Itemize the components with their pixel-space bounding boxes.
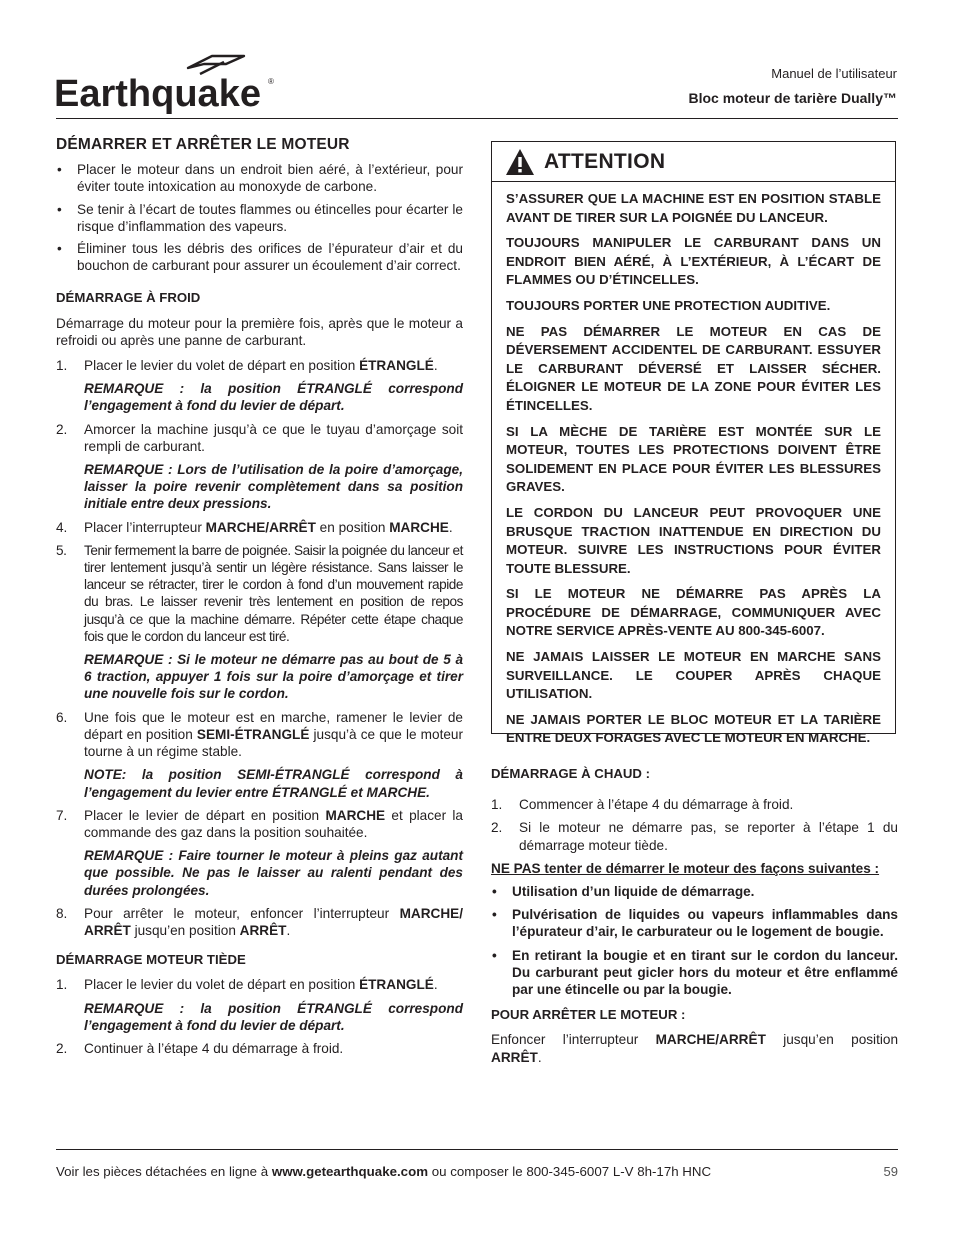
- hot-start-steps: [491, 796, 898, 854]
- note-5: REMARQUE : Si le moteur ne démarre pas au bout de 5 à 6 traction, appuyer 1 fois sur la poire d’amorçage et tirer une nouvelle fois sur le cordon.: [84, 652, 463, 702]
- list-item: • Utilisation d’un liquide de démarrage.: [491, 883, 898, 900]
- svg-text:®: ®: [268, 77, 274, 86]
- warning-item: LE CORDON DU LANCEUR PEUT PROVOQUER UNE BRUSQUE TRACTION INATTENDUE EN DIRECTION DU MOTEUR. SUIVRE LES INSTRUCTIONS POUR ÉVITER TOUTE BLESSURE.: [506, 504, 881, 576]
- footer-divider: [56, 1149, 898, 1150]
- section-title: DÉMARRER ET ARRÊTER LE MOTEUR: [56, 136, 350, 153]
- step-7: 7. Placer le levier de départ en position MARCHE et placer la commande des gaz dans la position souhaitée.: [56, 807, 463, 840]
- earthquake-logo: [54, 54, 276, 114]
- warm-start-title: DÉMARRAGE MOTEUR TIÈDE: [56, 952, 246, 968]
- hot-step-2: 2. Si le moteur ne démarre pas, se reporter à l’étape 1 du démarrage moteur tiède.: [491, 820, 898, 853]
- attention-body: [492, 182, 895, 748]
- cold-start-title: DÉMARRAGE À FROID: [56, 290, 201, 306]
- attention-header: [492, 142, 895, 182]
- left-column: [56, 136, 463, 1063]
- page-number: 59: [883, 1164, 898, 1179]
- list-item: • Pulvérisation de liquides ou vapeurs inflammables dans l’épurateur d’air, le carburateur ou le logement de bougie.: [491, 906, 898, 940]
- warning-item: SI LA MÈCHE DE TARIÈRE EST MONTÉE SUR LE MOTEUR, TOUTES LES PROTECTIONS DOIVENT ÊTRE SOLIDEMENT EN PLACE POUR ÉVITER LES BLESSURES GRAVES.: [506, 423, 881, 495]
- header-divider: [56, 118, 898, 119]
- avoid-list: [491, 883, 898, 998]
- warning-item: NE JAMAIS LAISSER LE MOTEUR EN MARCHE SANS SURVEILLANCE. LE COUPER APRÈS CHAQUE UTILISATION.: [506, 649, 881, 702]
- cold-start-steps: [56, 357, 463, 939]
- note-2: REMARQUE : Lors de l’utilisation de la poire d’amorçage, laisser la poire revenir complètement dans sa position initiale entre deux pressions.: [84, 462, 463, 512]
- list-item: • Éliminer tous les débris des orifices de l’épurateur d’air et du bouchon de carburant pour assurer un écoulement d’air correct.: [56, 240, 463, 274]
- list-item: • Placer le moteur dans un endroit bien aéré, à l’extérieur, pour éviter toute intoxication au monoxyde de carbone.: [56, 161, 463, 195]
- step-5: 5. Tenir fermement la barre de poignée. Saisir la poignée du lanceur et tirer lentement jusqu’à sentir un légère résistance. Sans laisser le lanceur se rétracter, tirer le cordon à fond d’un mouvement rapide du bras. Le laisser revenir très lentement en position de repos jusqu’à ce que la machine démarre. Répéter cette étape chaque fois que le cordon du lanceur est tiré.: [56, 542, 463, 644]
- step-4: 4. Placer l’interrupteur MARCHE/ARRÊT en position MARCHE.: [56, 519, 453, 535]
- hot-start-title: DÉMARRAGE À CHAUD :: [491, 766, 650, 781]
- footer-url[interactable]: www.getearthquake.com: [271, 1164, 429, 1179]
- attention-title: ATTENTION: [544, 150, 666, 173]
- warning-item: S’ASSURER QUE LA MACHINE EST EN POSITION STABLE AVANT DE TIRER SUR LA POIGNÉE DU LANCEUR.: [506, 191, 881, 225]
- footer-text: Voir les pièces détachées en ligne à www.getearthquake.com ou composer le 800-345-6007 L-V 8h-17h HNC: [56, 1164, 712, 1179]
- safety-bullets: [56, 161, 463, 274]
- note-6: NOTE: la position SEMI-ÉTRANGLÉ correspond à l’engagement du levier entre ÉTRANGLÉ et MARCHE.: [84, 767, 463, 800]
- warm-step-1: 1. Placer le levier du volet de départ en position ÉTRANGLÉ.: [56, 977, 438, 993]
- list-item: • Se tenir à l’écart de toutes flammes ou étincelles pour écarter le risque d’inflammation des vapeurs.: [56, 201, 463, 235]
- warning-item: NE PAS DÉMARRER LE MOTEUR EN CAS DE DÉVERSEMENT ACCIDENTEL DE CARBURANT. ESSUYER LE CARBURANT DÉVERSÉ ET LAISSER SÉCHER. ÉLOIGNER LE MOTEUR DE LA ZONE POUR ÉVITER LES ÉTINCELLES.: [506, 323, 881, 413]
- warm-note-1: REMARQUE : la position ÉTRANGLÉ correspond l’engagement à fond du levier de départ.: [84, 1000, 463, 1033]
- attention-box: [491, 141, 896, 746]
- note-7: REMARQUE : Faire tourner le moteur à pleins gaz autant que possible. Ne pas le laisser au ralenti pendant des durées prolongées.: [84, 848, 463, 898]
- warning-icon: [505, 148, 535, 176]
- warning-item: NE JAMAIS PORTER LE BLOC MOTEUR ET LA TARIÈRE ENTRE DEUX FORAGES AVEC LE MOTEUR EN MARCHE.: [506, 711, 881, 746]
- warm-start-steps: [56, 976, 463, 1057]
- list-item: • En retirant la bougie et en tirant sur le cordon du lanceur. Du carburant peut gicler hors du moteur et être enflammé par une étincelle ou par la bougie.: [491, 947, 898, 999]
- stop-title: POUR ARRÊTER LE MOTEUR :: [491, 1007, 686, 1023]
- warning-item: SI LE MOTEUR NE DÉMARRE PAS APRÈS LA PROCÉDURE DE DÉMARRAGE, COMMUNIQUER AVEC NOTRE SERVICE APRÈS-VENTE AU 800-345-6007.: [506, 586, 881, 639]
- hot-step-1: 1. Commencer à l’étape 4 du démarrage à froid.: [491, 797, 794, 813]
- warning-item: TOUJOURS MANIPULER LE CARBURANT DANS UN ENDROIT BIEN AÉRÉ, À L’EXTÉRIEUR, À L’ÉCART DE FLAMMES OU D’ÉTINCELLES.: [506, 235, 881, 288]
- avoid-title: NE PAS tenter de démarrer le moteur des façons suivantes :: [491, 860, 880, 876]
- note-1: REMARQUE : la position ÉTRANGLÉ correspond l’engagement à fond du levier de départ.: [84, 381, 463, 414]
- step-2: 2. Amorcer la machine jusqu’à ce que le tuyau d’amorçage soit rempli de carburant.: [56, 421, 463, 454]
- cold-start-intro: Démarrage du moteur pour la première fois, après que le moteur a refroidi ou après une panne de carburant.: [56, 315, 463, 348]
- right-column: [491, 765, 898, 1074]
- step-1: 1. Placer le levier du volet de départ en position ÉTRANGLÉ.: [56, 358, 438, 374]
- step-8: 8. Pour arrêter le moteur, enfoncer l’interrupteur MARCHE/ ARRÊT jusqu’en position ARRÊT.: [56, 905, 463, 938]
- manual-label: Manuel de l’utilisateur: [771, 66, 897, 81]
- warm-step-2: 2. Continuer à l’étape 4 du démarrage à froid.: [56, 1040, 344, 1056]
- warning-item: TOUJOURS PORTER UNE PROTECTION AUDITIVE.: [506, 297, 831, 313]
- stop-text: Enfoncer l’interrupteur MARCHE/ARRÊT jusqu’en position ARRÊT.: [491, 1032, 898, 1065]
- step-6: 6. Une fois que le moteur est en marche, ramener le levier de départ en position SEMI-ÉTRANGLÉ jusqu’à ce que le moteur tourne à un régime stable.: [56, 709, 463, 760]
- svg-text:Earthquake: Earthquake: [54, 73, 261, 114]
- product-title: Bloc moteur de tarière Dually™: [688, 90, 897, 106]
